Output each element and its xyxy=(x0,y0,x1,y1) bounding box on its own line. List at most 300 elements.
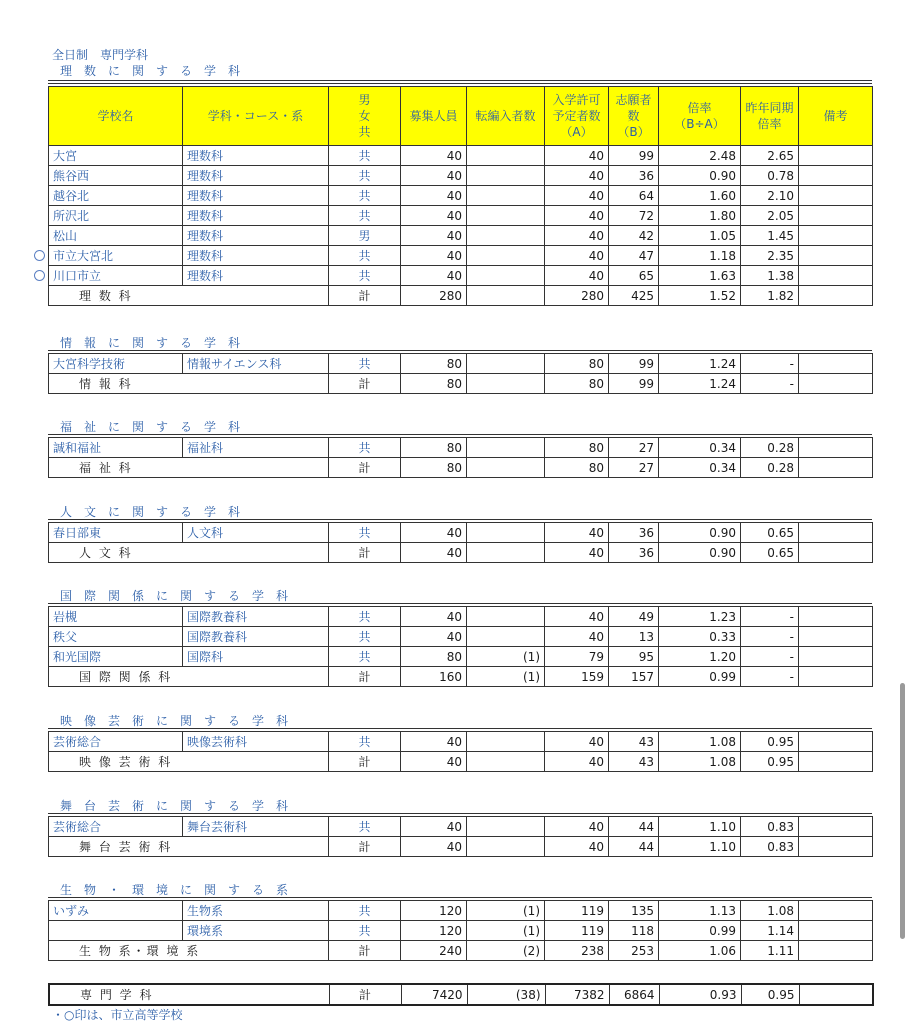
school-cell: 誠和福祉 xyxy=(49,438,183,458)
dept-cell: 理数科 xyxy=(183,246,329,266)
transfer-cell: (1) xyxy=(467,901,545,921)
column-header-school xyxy=(49,87,183,146)
prev-cell: - xyxy=(741,607,799,627)
dept-cell: 福祉科 xyxy=(183,438,329,458)
section-table xyxy=(48,353,873,394)
subtotal-row xyxy=(49,837,873,857)
total-mark: 計 xyxy=(329,837,401,857)
total-mark: 計 xyxy=(329,984,401,1005)
note-cell xyxy=(799,354,873,374)
table-row xyxy=(49,627,873,647)
total-note-cell xyxy=(799,667,873,687)
column-header-line: 予定者数 xyxy=(552,109,601,123)
column-header-transfer xyxy=(467,87,545,146)
total-note-cell xyxy=(799,752,873,772)
transfer-cell xyxy=(467,438,545,458)
total-ratio-cell: 1.52 xyxy=(659,286,741,306)
column-header-note xyxy=(799,87,873,146)
dept-cell: 映像芸術科 xyxy=(183,732,329,752)
total-transfer-cell: (38) xyxy=(467,984,545,1005)
section-table xyxy=(48,606,873,687)
total-apply-cell: 36 xyxy=(609,543,659,563)
section-table xyxy=(48,731,873,772)
prev-cell: - xyxy=(741,647,799,667)
column-header-line: 学校名 xyxy=(97,109,134,123)
total-ratio-cell: 0.90 xyxy=(659,543,741,563)
prev-cell: 2.10 xyxy=(741,186,799,206)
ratio-cell: 1.10 xyxy=(659,817,741,837)
subtotal-row xyxy=(49,667,873,687)
note-cell xyxy=(799,166,873,186)
subtotal-row xyxy=(49,458,873,478)
total-ratio-cell: 1.06 xyxy=(659,941,741,961)
total-admit-cell: 80 xyxy=(545,374,609,394)
apply-cell: 42 xyxy=(609,226,659,246)
total-mark: 計 xyxy=(329,752,401,772)
column-header-line: 志願者 xyxy=(615,93,652,107)
total-admit-cell: 40 xyxy=(545,837,609,857)
transfer-cell xyxy=(467,246,545,266)
ratio-cell: 1.08 xyxy=(659,732,741,752)
transfer-cell xyxy=(467,817,545,837)
ratio-cell: 0.99 xyxy=(659,921,741,941)
total-note-cell xyxy=(799,374,873,394)
cap-cell: 40 xyxy=(401,266,467,286)
column-header-apply xyxy=(609,87,659,146)
admit-cell: 119 xyxy=(545,921,609,941)
cap-cell: 40 xyxy=(401,186,467,206)
ratio-cell: 1.23 xyxy=(659,607,741,627)
total-label: 理 数 科 xyxy=(49,286,329,306)
transfer-cell xyxy=(467,146,545,166)
footnote: ・○印は、市立高等学校 xyxy=(52,1008,183,1022)
total-mark: 計 xyxy=(329,286,401,306)
column-header-line: （B） xyxy=(617,125,650,139)
dept-cell: 舞台芸術科 xyxy=(183,817,329,837)
total-mark: 計 xyxy=(329,941,401,961)
subtotal-row xyxy=(49,543,873,563)
total-prev-cell: 0.95 xyxy=(741,752,799,772)
note-cell xyxy=(799,901,873,921)
total-admit-cell: 238 xyxy=(545,941,609,961)
gender-cell: 共 xyxy=(329,354,401,374)
admit-cell: 40 xyxy=(545,246,609,266)
transfer-cell xyxy=(467,607,545,627)
section-title: 情 報 に 関 す る 学 科 xyxy=(60,336,241,350)
column-header-line: 学科・コース・系 xyxy=(207,109,304,123)
total-transfer-cell xyxy=(467,543,545,563)
note-cell xyxy=(799,186,873,206)
table-row xyxy=(49,921,873,941)
total-cap-cell: 160 xyxy=(401,667,467,687)
ratio-cell: 0.34 xyxy=(659,438,741,458)
gender-cell: 共 xyxy=(329,186,401,206)
total-note-cell xyxy=(799,984,873,1005)
total-cap-cell: 80 xyxy=(401,374,467,394)
gender-cell: 共 xyxy=(329,817,401,837)
total-cap-cell: 40 xyxy=(401,752,467,772)
prev-cell: 0.28 xyxy=(741,438,799,458)
school-cell: 大宮 xyxy=(49,146,183,166)
cap-cell: 80 xyxy=(401,647,467,667)
transfer-cell: (1) xyxy=(467,647,545,667)
section-title: 生 物 ・ 環 境 に 関 す る 系 xyxy=(60,883,289,897)
prev-cell: - xyxy=(741,354,799,374)
total-ratio-cell: 1.08 xyxy=(659,752,741,772)
total-label: 映 像 芸 術 科 xyxy=(49,752,329,772)
school-cell: いずみ xyxy=(49,901,183,921)
school-cell: 熊谷西 xyxy=(49,166,183,186)
admit-cell: 40 xyxy=(545,266,609,286)
total-prev-cell: 0.28 xyxy=(741,458,799,478)
apply-cell: 27 xyxy=(609,438,659,458)
gender-cell: 共 xyxy=(329,627,401,647)
total-transfer-cell xyxy=(467,752,545,772)
gender-cell: 男 xyxy=(329,226,401,246)
total-label: 人 文 科 xyxy=(49,543,329,563)
dept-cell: 理数科 xyxy=(183,226,329,246)
table-row xyxy=(49,817,873,837)
ratio-cell: 1.60 xyxy=(659,186,741,206)
transfer-cell xyxy=(467,523,545,543)
gender-cell: 共 xyxy=(329,732,401,752)
prev-cell: 0.83 xyxy=(741,817,799,837)
column-header-line: 男 xyxy=(358,93,371,107)
total-mark: 計 xyxy=(329,374,401,394)
cap-cell: 40 xyxy=(401,166,467,186)
total-label: 舞 台 芸 術 科 xyxy=(49,837,329,857)
prev-cell: - xyxy=(741,627,799,647)
section-title: 福 祉 に 関 す る 学 科 xyxy=(60,420,241,434)
section-table xyxy=(48,522,873,563)
column-header-dept xyxy=(183,87,329,146)
table-row xyxy=(49,146,873,166)
total-ratio-cell: 1.24 xyxy=(659,374,741,394)
transfer-cell xyxy=(467,266,545,286)
gender-cell: 共 xyxy=(329,523,401,543)
apply-cell: 72 xyxy=(609,206,659,226)
apply-cell: 36 xyxy=(609,166,659,186)
total-apply-cell: 99 xyxy=(609,374,659,394)
total-cap-cell: 40 xyxy=(401,837,467,857)
section-divider xyxy=(48,80,872,84)
apply-cell: 47 xyxy=(609,246,659,266)
admit-cell: 40 xyxy=(545,186,609,206)
section-table xyxy=(48,816,873,857)
total-label: 福 祉 科 xyxy=(49,458,329,478)
table-row xyxy=(49,266,873,286)
total-label: 生 物 系・環 境 系 xyxy=(49,941,329,961)
gender-cell: 共 xyxy=(329,438,401,458)
transfer-cell xyxy=(467,166,545,186)
apply-cell: 65 xyxy=(609,266,659,286)
total-admit-cell: 40 xyxy=(545,543,609,563)
subtotal-row xyxy=(49,752,873,772)
table-row xyxy=(49,647,873,667)
total-admit-cell: 159 xyxy=(545,667,609,687)
column-header-line: 共 xyxy=(358,125,371,139)
prev-cell: 2.35 xyxy=(741,246,799,266)
total-transfer-cell: (2) xyxy=(467,941,545,961)
ratio-cell: 1.18 xyxy=(659,246,741,266)
table-row xyxy=(49,186,873,206)
gender-cell: 共 xyxy=(329,607,401,627)
cap-cell: 80 xyxy=(401,354,467,374)
total-apply-cell: 157 xyxy=(609,667,659,687)
total-transfer-cell: (1) xyxy=(467,667,545,687)
prev-cell: 1.45 xyxy=(741,226,799,246)
column-header-line: 募集人員 xyxy=(409,109,458,123)
school-cell: 春日部東 xyxy=(49,523,183,543)
school-cell: 市立大宮北 xyxy=(49,246,183,266)
total-ratio-cell: 0.34 xyxy=(659,458,741,478)
grand-total-row xyxy=(49,984,873,1005)
gender-cell: 共 xyxy=(329,166,401,186)
prev-cell: 1.14 xyxy=(741,921,799,941)
gender-cell: 共 xyxy=(329,901,401,921)
total-label: 専 門 学 科 xyxy=(49,984,329,1005)
dept-cell: 生物系 xyxy=(183,901,329,921)
prev-cell: 0.95 xyxy=(741,732,799,752)
cap-cell: 40 xyxy=(401,607,467,627)
transfer-cell xyxy=(467,226,545,246)
total-cap-cell: 280 xyxy=(401,286,467,306)
note-cell xyxy=(799,246,873,266)
cap-cell: 120 xyxy=(401,921,467,941)
table-row xyxy=(49,246,873,266)
cap-cell: 40 xyxy=(401,226,467,246)
total-ratio-cell: 0.93 xyxy=(659,984,741,1005)
total-transfer-cell xyxy=(467,286,545,306)
dept-cell: 理数科 xyxy=(183,166,329,186)
column-header-cap xyxy=(401,87,467,146)
apply-cell: 43 xyxy=(609,732,659,752)
column-header-gender xyxy=(329,87,401,146)
subtotal-row xyxy=(49,286,873,306)
gender-cell: 共 xyxy=(329,246,401,266)
prev-cell: 1.38 xyxy=(741,266,799,286)
note-cell xyxy=(799,921,873,941)
total-apply-cell: 253 xyxy=(609,941,659,961)
document-header: 全日制 専門学科 xyxy=(52,48,149,62)
table-row xyxy=(49,438,873,458)
admit-cell: 40 xyxy=(545,523,609,543)
admit-cell: 40 xyxy=(545,732,609,752)
dept-cell: 国際教養科 xyxy=(183,627,329,647)
table-row xyxy=(49,523,873,543)
subtotal-row xyxy=(49,941,873,961)
table-row xyxy=(49,901,873,921)
total-transfer-cell xyxy=(467,374,545,394)
total-note-cell xyxy=(799,286,873,306)
total-apply-cell: 43 xyxy=(609,752,659,772)
total-prev-cell: 1.82 xyxy=(741,286,799,306)
dept-cell: 情報サイエンス科 xyxy=(183,354,329,374)
note-cell xyxy=(799,523,873,543)
ratio-cell: 1.63 xyxy=(659,266,741,286)
gender-cell: 共 xyxy=(329,266,401,286)
admit-cell: 40 xyxy=(545,206,609,226)
cap-cell: 40 xyxy=(401,206,467,226)
city-school-marker-icon xyxy=(34,250,45,261)
ratio-cell: 0.90 xyxy=(659,523,741,543)
ratio-cell: 1.05 xyxy=(659,226,741,246)
prev-cell: 0.65 xyxy=(741,523,799,543)
cap-cell: 80 xyxy=(401,438,467,458)
ratio-cell: 0.90 xyxy=(659,166,741,186)
cap-cell: 40 xyxy=(401,817,467,837)
cap-cell: 40 xyxy=(401,246,467,266)
cap-cell: 40 xyxy=(401,627,467,647)
transfer-cell xyxy=(467,732,545,752)
total-cap-cell: 80 xyxy=(401,458,467,478)
total-note-cell xyxy=(799,458,873,478)
total-apply-cell: 425 xyxy=(609,286,659,306)
prev-cell: 0.78 xyxy=(741,166,799,186)
apply-cell: 135 xyxy=(609,901,659,921)
note-cell xyxy=(799,206,873,226)
column-header-prev xyxy=(741,87,799,146)
table-row xyxy=(49,354,873,374)
admit-cell: 79 xyxy=(545,647,609,667)
gender-cell: 共 xyxy=(329,647,401,667)
dept-cell: 理数科 xyxy=(183,146,329,166)
apply-cell: 44 xyxy=(609,817,659,837)
admit-cell: 40 xyxy=(545,226,609,246)
note-cell xyxy=(799,146,873,166)
total-prev-cell: 0.95 xyxy=(741,984,799,1005)
admit-cell: 40 xyxy=(545,146,609,166)
transfer-cell xyxy=(467,627,545,647)
total-admit-cell: 80 xyxy=(545,458,609,478)
column-header-line: （A） xyxy=(560,125,593,139)
school-cell: 和光国際 xyxy=(49,647,183,667)
ratio-cell: 0.33 xyxy=(659,627,741,647)
column-header-admit xyxy=(545,87,609,146)
transfer-cell xyxy=(467,206,545,226)
apply-cell: 99 xyxy=(609,354,659,374)
prev-cell: 2.65 xyxy=(741,146,799,166)
dept-cell: 国際科 xyxy=(183,647,329,667)
header-row xyxy=(49,87,873,146)
transfer-cell xyxy=(467,354,545,374)
apply-cell: 49 xyxy=(609,607,659,627)
school-cell: 芸術総合 xyxy=(49,732,183,752)
section-title: 理 数 に 関 す る 学 科 xyxy=(60,64,241,78)
total-prev-cell: - xyxy=(741,667,799,687)
section-title: 映 像 芸 術 に 関 す る 学 科 xyxy=(60,714,289,728)
total-transfer-cell xyxy=(467,458,545,478)
apply-cell: 36 xyxy=(609,523,659,543)
ratio-cell: 2.48 xyxy=(659,146,741,166)
total-label: 情 報 科 xyxy=(49,374,329,394)
total-apply-cell: 6864 xyxy=(609,984,659,1005)
table-row xyxy=(49,226,873,246)
school-cell: 岩槻 xyxy=(49,607,183,627)
column-header-line: （B÷A） xyxy=(674,117,725,131)
prev-cell: 1.08 xyxy=(741,901,799,921)
section-table xyxy=(48,86,873,306)
table-row xyxy=(49,166,873,186)
ratio-cell: 1.13 xyxy=(659,901,741,921)
apply-cell: 118 xyxy=(609,921,659,941)
table-row xyxy=(49,206,873,226)
note-cell xyxy=(799,627,873,647)
column-header-line: 転編入者数 xyxy=(475,109,536,123)
total-prev-cell: 0.65 xyxy=(741,543,799,563)
school-cell: 松山 xyxy=(49,226,183,246)
total-ratio-cell: 1.10 xyxy=(659,837,741,857)
section-title: 人 文 に 関 す る 学 科 xyxy=(60,505,241,519)
note-cell xyxy=(799,607,873,627)
total-cap-cell: 40 xyxy=(401,543,467,563)
ratio-cell: 1.20 xyxy=(659,647,741,667)
column-header-line: 女 xyxy=(358,109,371,123)
admit-cell: 40 xyxy=(545,607,609,627)
total-admit-cell: 280 xyxy=(545,286,609,306)
cap-cell: 120 xyxy=(401,901,467,921)
apply-cell: 99 xyxy=(609,146,659,166)
prev-cell: 2.05 xyxy=(741,206,799,226)
total-note-cell xyxy=(799,837,873,857)
total-apply-cell: 27 xyxy=(609,458,659,478)
ratio-cell: 1.24 xyxy=(659,354,741,374)
grand-total-table xyxy=(48,983,874,1006)
note-cell xyxy=(799,647,873,667)
apply-cell: 95 xyxy=(609,647,659,667)
cap-cell: 40 xyxy=(401,523,467,543)
city-school-marker-icon xyxy=(34,270,45,281)
cap-cell: 40 xyxy=(401,146,467,166)
total-note-cell xyxy=(799,941,873,961)
column-header-line: 倍率 xyxy=(757,117,782,131)
ratio-cell: 1.80 xyxy=(659,206,741,226)
subtotal-row xyxy=(49,374,873,394)
column-header-line: 数 xyxy=(627,109,640,123)
transfer-cell: (1) xyxy=(467,921,545,941)
gender-cell: 共 xyxy=(329,921,401,941)
transfer-cell xyxy=(467,186,545,206)
gender-cell: 共 xyxy=(329,146,401,166)
school-cell xyxy=(49,921,183,941)
school-cell: 大宮科学技術 xyxy=(49,354,183,374)
column-header-line: 備考 xyxy=(823,109,848,123)
section-title: 国 際 関 係 に 関 す る 学 科 xyxy=(60,589,289,603)
school-cell: 秩父 xyxy=(49,627,183,647)
admit-cell: 119 xyxy=(545,901,609,921)
total-cap-cell: 240 xyxy=(401,941,467,961)
total-mark: 計 xyxy=(329,543,401,563)
note-cell xyxy=(799,817,873,837)
note-cell xyxy=(799,732,873,752)
total-mark: 計 xyxy=(329,458,401,478)
table-row xyxy=(49,607,873,627)
scrollbar-thumb[interactable] xyxy=(900,683,905,939)
dept-cell: 国際教養科 xyxy=(183,607,329,627)
dept-cell: 人文科 xyxy=(183,523,329,543)
note-cell xyxy=(799,226,873,246)
admit-cell: 40 xyxy=(545,627,609,647)
admit-cell: 40 xyxy=(545,166,609,186)
column-header-line: 入学許可 xyxy=(552,93,601,107)
section-title: 舞 台 芸 術 に 関 す る 学 科 xyxy=(60,799,289,813)
dept-cell: 環境系 xyxy=(183,921,329,941)
dept-cell: 理数科 xyxy=(183,206,329,226)
total-mark: 計 xyxy=(329,667,401,687)
note-cell xyxy=(799,438,873,458)
column-header-ratio xyxy=(659,87,741,146)
total-prev-cell: - xyxy=(741,374,799,394)
